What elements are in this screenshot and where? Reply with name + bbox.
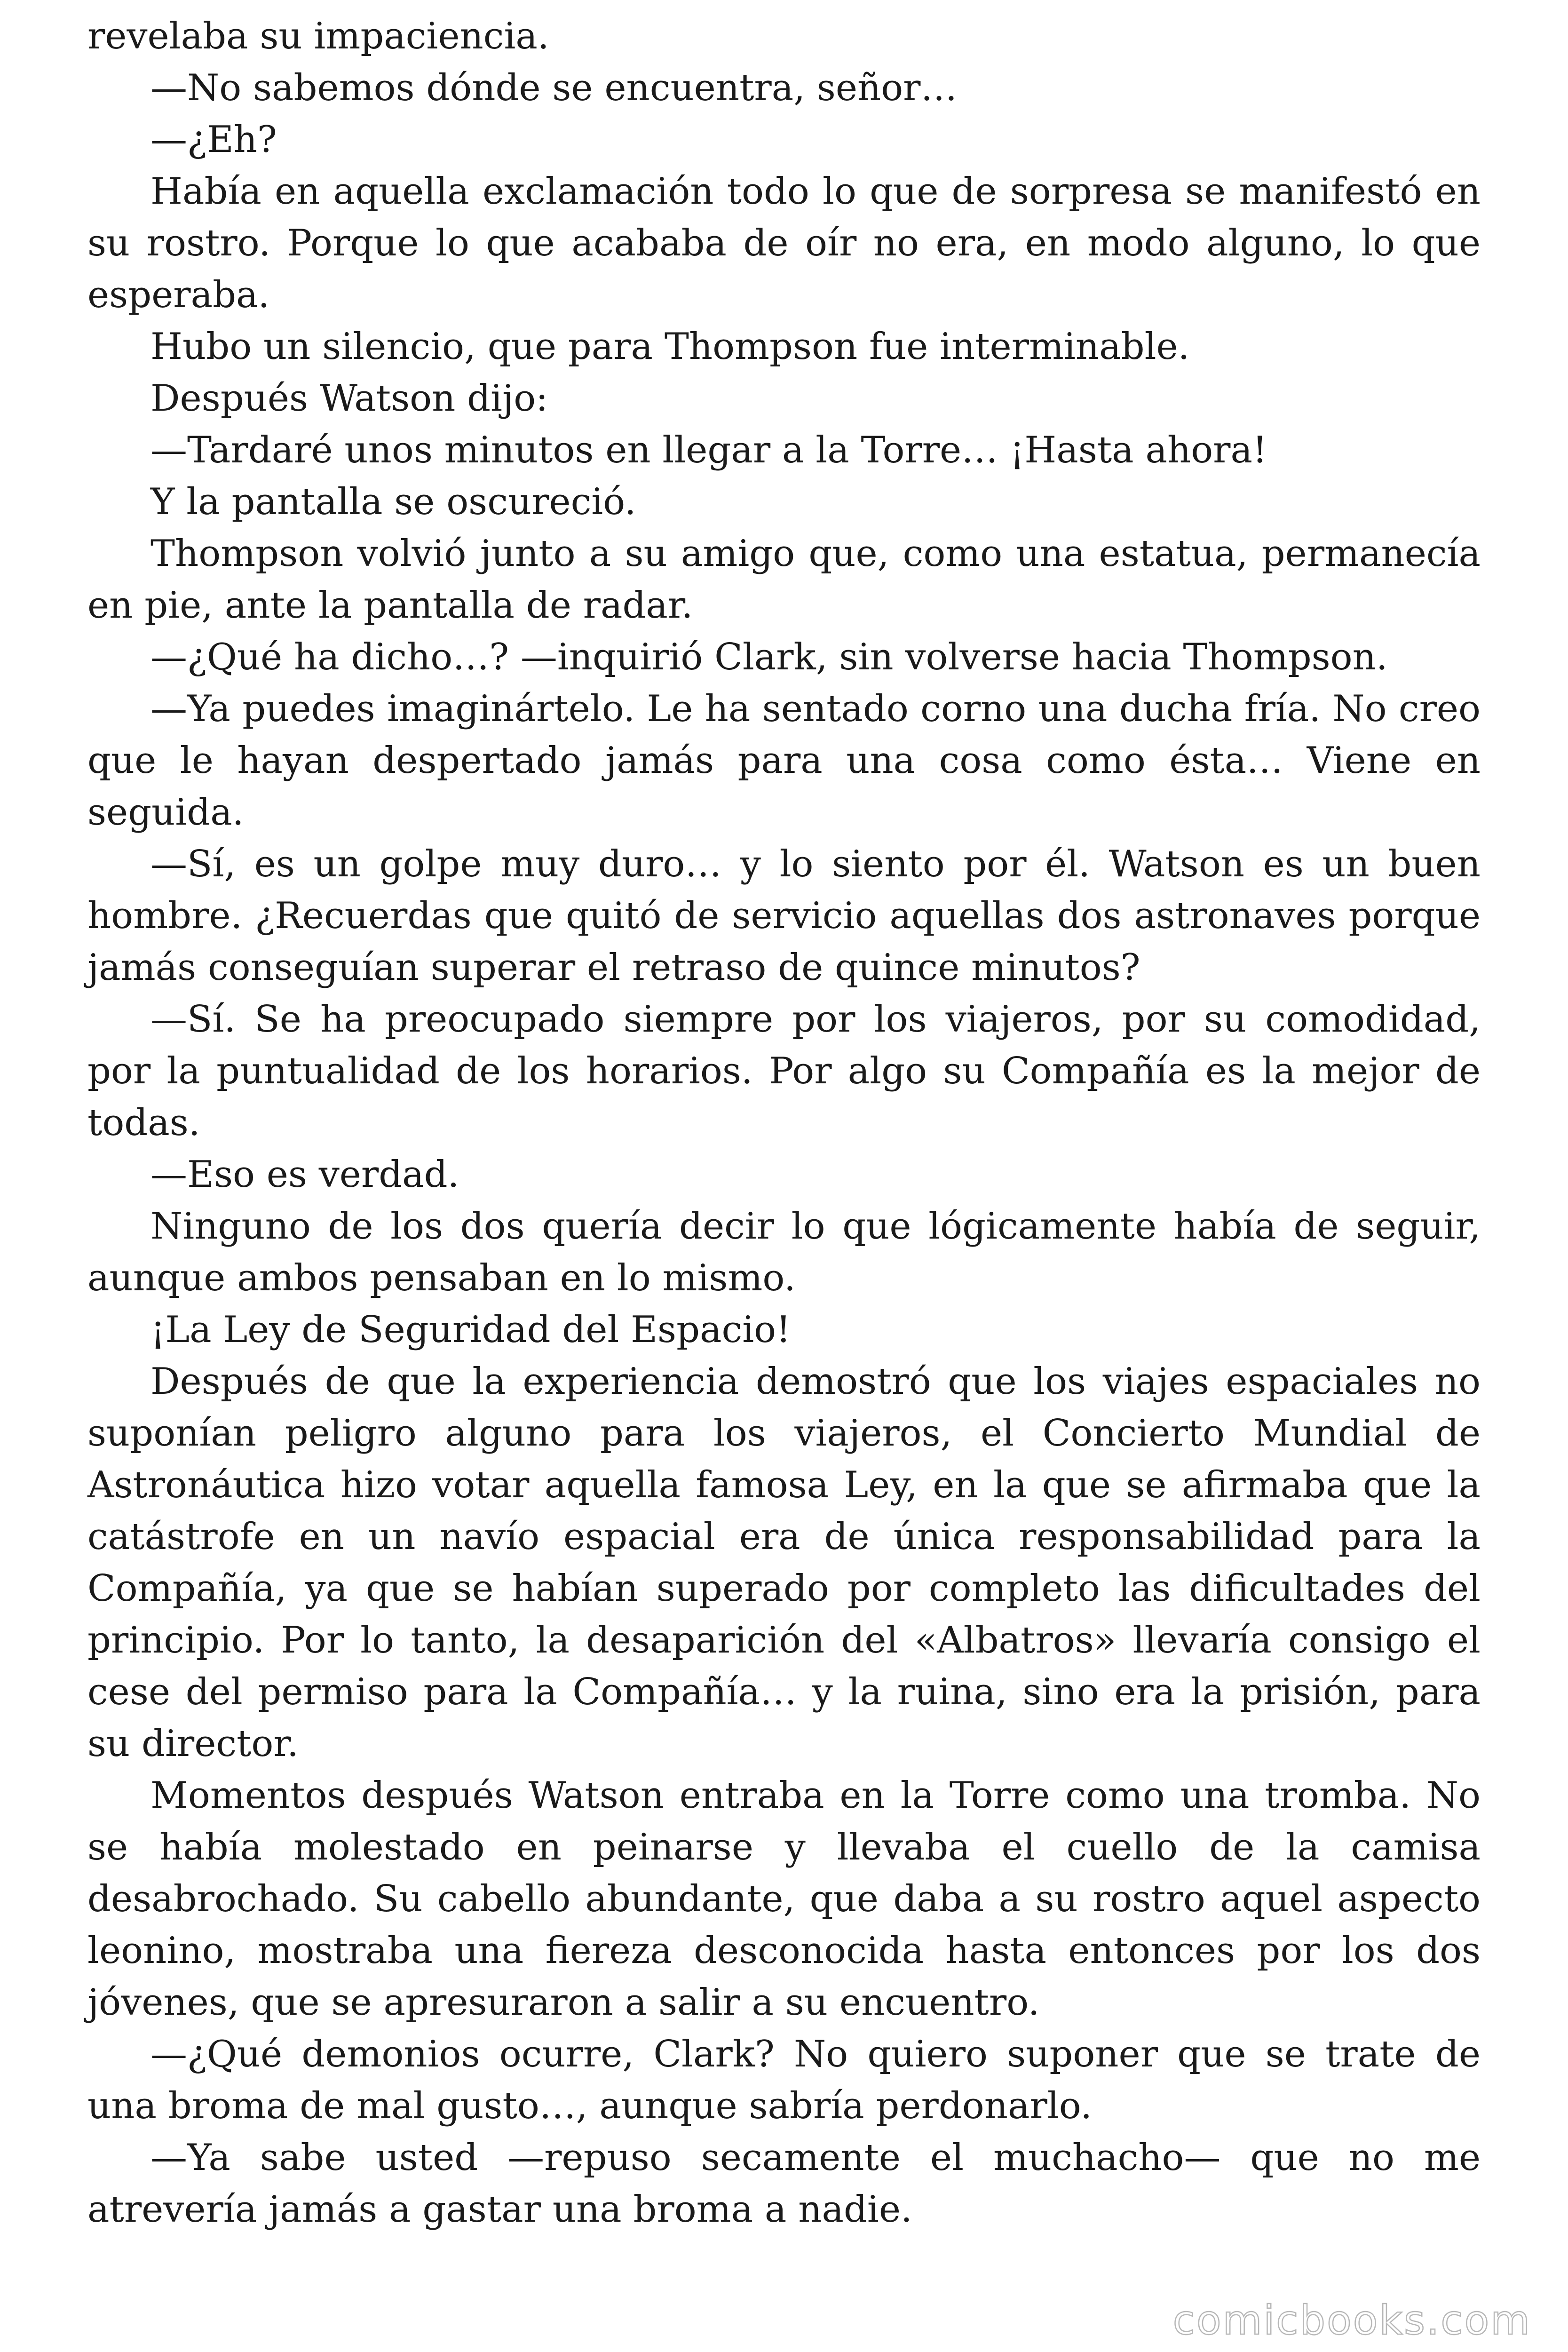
paragraph: Después Watson dijo: (150, 377, 548, 420)
paragraph: —¿Qué ha dicho…? —inquirió Clark, sin volverse hacia Thompson. (150, 636, 1388, 678)
paragraph: —No sabemos dónde se encuentra, señor… (150, 67, 958, 109)
paragraph: ¡La Ley de Seguridad del Espacio! (150, 1309, 791, 1351)
paragraph: —Eso es verdad. (150, 1153, 459, 1196)
paragraph: —Tardaré unos minutos en llegar a la Torre… ¡Hasta ahora! (150, 429, 1267, 471)
paragraph: —Sí, es un golpe muy duro… y lo siento por él. Watson es un buen hombre. ¿Recuerdas que quitó de servicio aquellas dos astronaves porque jamás conseguían superar el retraso de quince minutos? (87, 843, 1481, 989)
paragraph: —¿Eh? (150, 119, 277, 161)
book-page-text (87, 10, 1481, 2235)
paragraph: Había en aquella exclamación todo lo que de sorpresa se manifestó en su rostro. Porque lo que acababa de oír no era, en modo alguno, lo que esperaba. (87, 170, 1481, 316)
paragraph: —Ya sabe usted —repuso secamente el muchacho— que no me atrevería jamás a gastar una broma a nadie. (87, 2137, 1481, 2231)
paragraph: —Sí. Se ha preocupado siempre por los viajeros, por su comodidad, por la puntualidad de los horarios. Por algo su Compañía es la mejor de todas. (87, 998, 1481, 1144)
paragraph: Hubo un silencio, que para Thompson fue interminable. (150, 326, 1190, 368)
paragraph: Momentos después Watson entraba en la Torre como una tromba. No se había molestado en peinarse y llevaba el cuello de la camisa desabrochado. Su cabello abundante, que daba a su rostro aquel aspecto leonino, mostraba una fiereza desconocida hasta entonces por los dos jóvenes, que se apresuraron a salir a su encuentro. (87, 1774, 1481, 2024)
paragraph: Después de que la experiencia demostró que los viajes espaciales no suponían peligro alguno para los viajeros, el Concierto Mundial de Astronáutica hizo votar aquella famosa Ley, en la que se afirmaba que la catástrofe en un navío espacial era de única responsabilidad para la Compañía, ya que se habían superado por completo las dificultades del principio. Por lo tanto, la desaparición del «Albatros» llevaría consigo el cese del permiso para la Compañía… y la ruina, sino era la prisión, para su director. (87, 1360, 1481, 1765)
paragraph: Y la pantalla se oscureció. (150, 481, 636, 523)
watermark: comicbooks.com (1172, 2297, 1531, 2344)
paragraph: revelaba su impaciencia. (87, 15, 549, 57)
paragraph: Ninguno de los dos quería decir lo que lógicamente había de seguir, aunque ambos pensaban en lo mismo. (87, 1205, 1481, 1299)
paragraph: —Ya puedes imaginártelo. Le ha sentado corno una ducha fría. No creo que le hayan despertado jamás para una cosa como ésta… Viene en seguida. (87, 688, 1481, 834)
paragraph: —¿Qué demonios ocurre, Clark? No quiero suponer que se trate de una broma de mal gusto…, aunque sabría perdonarlo. (87, 2033, 1481, 2127)
paragraph: Thompson volvió junto a su amigo que, como una estatua, permanecía en pie, ante la pantalla de radar. (87, 532, 1481, 627)
